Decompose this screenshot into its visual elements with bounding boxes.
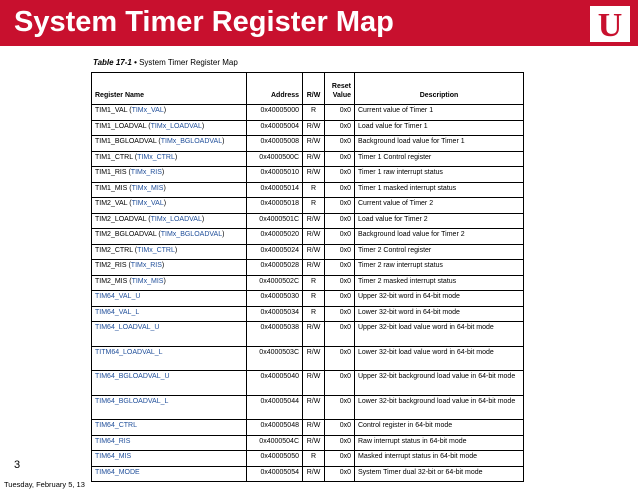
university-logo-icon <box>590 6 630 42</box>
register-name: TIM2_LOADVAL <box>95 215 147 223</box>
cell-rw: R/W <box>303 395 325 420</box>
table-caption-prefix: Table 17-1 • <box>93 58 137 67</box>
cell-reset-value: 0x0 <box>325 435 355 451</box>
cell-address: 0x40005048 <box>247 420 303 436</box>
cell-rw: R/W <box>303 213 325 229</box>
cell-rw: R/W <box>303 260 325 276</box>
table-row <box>92 167 524 183</box>
cell-description: Raw interrupt status in 64-bit mode <box>355 435 524 451</box>
cell-rw: R <box>303 198 325 214</box>
register-alias: TIMx_VAL <box>131 107 164 114</box>
table-row <box>92 136 524 152</box>
table-row <box>92 451 524 467</box>
cell-register-name: TIM2_VAL (TIMx_VAL) <box>92 198 247 214</box>
cell-address: 0x40005050 <box>247 451 303 467</box>
cell-address: 0x40005054 <box>247 466 303 482</box>
cell-address: 0x4000501C <box>247 213 303 229</box>
table-header-row <box>92 73 524 105</box>
register-name: TIM1_MIS <box>95 184 128 192</box>
table-row <box>92 346 524 371</box>
cell-register-name: TIM2_MIS (TIMx_MIS) <box>92 275 247 291</box>
cell-address: 0x40005038 <box>247 322 303 347</box>
cell-rw: R/W <box>303 167 325 183</box>
cell-register-name <box>92 306 247 322</box>
header-reset-value <box>325 73 355 105</box>
cell-rw: R/W <box>303 244 325 260</box>
table-row <box>92 395 524 420</box>
register-map-table <box>91 72 524 482</box>
register-alias: TIM64_RIS <box>95 437 131 445</box>
cell-rw: R <box>303 105 325 121</box>
register-alias: TIM64_BGLOADVAL_L <box>95 397 169 405</box>
table-caption <box>93 58 238 67</box>
cell-reset-value: 0x0 <box>325 260 355 276</box>
header-reset-line1: Reset <box>331 83 351 90</box>
register-alias: TIM64_MIS <box>95 453 132 460</box>
register-name: TIM2_MIS <box>95 277 128 285</box>
cell-description: Timer 2 masked interrupt status <box>355 275 524 291</box>
cell-rw: R/W <box>303 120 325 136</box>
table-row <box>92 213 524 229</box>
cell-address: 0x40005030 <box>247 291 303 307</box>
cell-address: 0x40005034 <box>247 306 303 322</box>
cell-rw: R/W <box>303 322 325 347</box>
slide-date: Tuesday, February 5, 13 <box>4 480 85 489</box>
register-name: TIM2_RIS <box>95 262 127 269</box>
register-name: TIM1_BGLOADVAL <box>95 138 157 145</box>
register-alias: TIM64_BGLOADVAL_U <box>95 373 170 380</box>
cell-description: Timer 1 masked interrupt status <box>355 182 524 198</box>
cell-address: 0x4000503C <box>247 346 303 371</box>
cell-rw: R <box>303 306 325 322</box>
cell-address: 0x40005010 <box>247 167 303 183</box>
cell-address: 0x40005044 <box>247 395 303 420</box>
cell-description: Background load value for Timer 1 <box>355 136 524 152</box>
header-address: Address <box>247 73 303 105</box>
cell-register-name: TIM2_CTRL (TIMx_CTRL) <box>92 244 247 260</box>
cell-reset-value: 0x0 <box>325 371 355 396</box>
cell-register-name: TIM1_MIS (TIMx_MIS) <box>92 182 247 198</box>
register-alias: TIMx_BGLOADVAL <box>160 138 223 145</box>
cell-description: Load value for Timer 1 <box>355 120 524 136</box>
cell-description: Lower 32-bit word in 64-bit mode <box>355 306 524 322</box>
svg-text:U: U <box>597 7 623 42</box>
cell-description: Timer 2 Control register <box>355 244 524 260</box>
register-alias: TITM64_LOADVAL_L <box>95 348 163 356</box>
cell-register-name <box>92 395 247 420</box>
cell-reset-value: 0x0 <box>325 182 355 198</box>
cell-address: 0x40005018 <box>247 198 303 214</box>
slide-title: System Timer Register Map <box>14 6 394 38</box>
cell-reset-value: 0x0 <box>325 229 355 245</box>
table-row <box>92 435 524 451</box>
register-alias: TIM64_CTRL <box>95 422 138 429</box>
cell-register-name <box>92 322 247 347</box>
table-row <box>92 466 524 482</box>
cell-address: 0x4000500C <box>247 151 303 167</box>
table-row <box>92 275 524 291</box>
cell-register-name: TIM2_LOADVAL (TIMx_LOADVAL) <box>92 213 247 229</box>
table-row <box>92 420 524 436</box>
cell-reset-value: 0x0 <box>325 291 355 307</box>
cell-reset-value: 0x0 <box>325 395 355 420</box>
table-row <box>92 198 524 214</box>
register-alias: TIMx_BGLOADVAL <box>160 231 223 238</box>
cell-register-name: TIM1_RIS (TIMx_RIS) <box>92 167 247 183</box>
register-alias: TIMx_LOADVAL <box>150 122 202 130</box>
cell-address: 0x40005024 <box>247 244 303 260</box>
table-row <box>92 105 524 121</box>
cell-address: 0x4000502C <box>247 275 303 291</box>
header-reset-line2: Value <box>332 92 351 99</box>
cell-register-name: TIM1_LOADVAL (TIMx_LOADVAL) <box>92 120 247 136</box>
header-description: Description <box>355 73 524 105</box>
register-name: TIM2_VAL <box>95 200 128 207</box>
cell-reset-value: 0x0 <box>325 136 355 152</box>
cell-description: Upper 32-bit word in 64-bit mode <box>355 291 524 307</box>
cell-reset-value: 0x0 <box>325 322 355 347</box>
cell-address: 0x40005040 <box>247 371 303 396</box>
cell-description: Masked interrupt status in 64-bit mode <box>355 451 524 467</box>
cell-register-name: TIM2_RIS (TIMx_RIS) <box>92 260 247 276</box>
cell-reset-value: 0x0 <box>325 167 355 183</box>
table-row <box>92 182 524 198</box>
cell-register-name: TIM1_CTRL (TIMx_CTRL) <box>92 151 247 167</box>
register-alias: TIMx_RIS <box>130 262 162 269</box>
register-alias: TIMx_MIS <box>131 184 164 192</box>
cell-register-name: TIM2_BGLOADVAL (TIMx_BGLOADVAL) <box>92 229 247 245</box>
table-row <box>92 229 524 245</box>
cell-rw: R/W <box>303 435 325 451</box>
cell-reset-value: 0x0 <box>325 198 355 214</box>
cell-register-name <box>92 346 247 371</box>
table-row <box>92 260 524 276</box>
register-name: TIM2_CTRL <box>95 246 133 254</box>
cell-register-name <box>92 291 247 307</box>
cell-address: 0x40005008 <box>247 136 303 152</box>
cell-reset-value: 0x0 <box>325 466 355 482</box>
table-caption-text: System Timer Register Map <box>136 58 238 67</box>
cell-rw: R/W <box>303 371 325 396</box>
table-row <box>92 244 524 260</box>
table-body <box>92 105 524 482</box>
cell-reset-value: 0x0 <box>325 275 355 291</box>
cell-rw: R <box>303 291 325 307</box>
register-alias: TIM64_LOADVAL_U <box>95 324 160 331</box>
cell-rw: R/W <box>303 136 325 152</box>
cell-register-name <box>92 420 247 436</box>
register-alias: TIMx_RIS <box>130 169 162 176</box>
register-alias: TIM64_VAL_U <box>95 293 141 300</box>
register-name: TIM1_CTRL <box>95 153 133 161</box>
cell-reset-value: 0x0 <box>325 105 355 121</box>
cell-description: Timer 1 Control register <box>355 151 524 167</box>
register-alias: TIMx_CTRL <box>137 153 175 161</box>
cell-address: 0x40005000 <box>247 105 303 121</box>
cell-description: Current value of Timer 1 <box>355 105 524 121</box>
cell-register-name: TIM1_BGLOADVAL (TIMx_BGLOADVAL) <box>92 136 247 152</box>
cell-rw: R/W <box>303 466 325 482</box>
cell-address: 0x4000504C <box>247 435 303 451</box>
table-row <box>92 322 524 347</box>
cell-description: System Timer dual 32-bit or 64-bit mode <box>355 466 524 482</box>
cell-address: 0x40005028 <box>247 260 303 276</box>
cell-rw: R/W <box>303 151 325 167</box>
page-number: 3 <box>14 459 21 471</box>
cell-reset-value: 0x0 <box>325 346 355 371</box>
cell-description: Timer 1 raw interrupt status <box>355 167 524 183</box>
cell-rw: R/W <box>303 420 325 436</box>
cell-description: Load value for Timer 2 <box>355 213 524 229</box>
title-banner <box>0 0 638 46</box>
register-name: TIM1_LOADVAL <box>95 122 147 130</box>
cell-rw: R/W <box>303 229 325 245</box>
cell-reset-value: 0x0 <box>325 306 355 322</box>
cell-register-name <box>92 466 247 482</box>
cell-register-name <box>92 451 247 467</box>
cell-description: Lower 32-bit background load value in 64-bit mode <box>355 395 524 420</box>
table-row <box>92 371 524 396</box>
cell-reset-value: 0x0 <box>325 451 355 467</box>
cell-register-name <box>92 435 247 451</box>
register-name: TIM2_BGLOADVAL <box>95 231 157 238</box>
cell-rw: R <box>303 451 325 467</box>
register-alias: TIM64_MODE <box>95 468 140 476</box>
table-row <box>92 151 524 167</box>
cell-rw: R <box>303 275 325 291</box>
register-alias: TIMx_MIS <box>131 277 164 285</box>
cell-reset-value: 0x0 <box>325 151 355 167</box>
register-name: TIM1_VAL <box>95 107 128 114</box>
cell-reset-value: 0x0 <box>325 420 355 436</box>
cell-register-name <box>92 371 247 396</box>
cell-rw: R/W <box>303 346 325 371</box>
cell-description: Current value of Timer 2 <box>355 198 524 214</box>
register-name: TIM1_RIS <box>95 169 127 176</box>
header-register-name: Register Name <box>92 73 247 105</box>
table-row <box>92 120 524 136</box>
cell-description: Timer 2 raw interrupt status <box>355 260 524 276</box>
cell-register-name: TIM1_VAL (TIMx_VAL) <box>92 105 247 121</box>
cell-description: Lower 32-bit load value word in 64-bit mode <box>355 346 524 371</box>
cell-address: 0x40005014 <box>247 182 303 198</box>
cell-address: 0x40005004 <box>247 120 303 136</box>
cell-reset-value: 0x0 <box>325 213 355 229</box>
table-row <box>92 306 524 322</box>
cell-reset-value: 0x0 <box>325 120 355 136</box>
register-alias: TIMx_CTRL <box>137 246 175 254</box>
register-alias: TIMx_LOADVAL <box>150 215 202 223</box>
cell-description: Upper 32-bit background load value in 64-bit mode <box>355 371 524 396</box>
register-alias: TIM64_VAL_L <box>95 308 140 316</box>
cell-reset-value: 0x0 <box>325 244 355 260</box>
header-rw: R/W <box>303 73 325 105</box>
cell-description: Control register in 64-bit mode <box>355 420 524 436</box>
register-alias: TIMx_VAL <box>131 200 164 207</box>
cell-address: 0x40005020 <box>247 229 303 245</box>
table-row <box>92 291 524 307</box>
cell-rw: R <box>303 182 325 198</box>
cell-description: Upper 32-bit load value word in 64-bit mode <box>355 322 524 347</box>
cell-description: Background load value for Timer 2 <box>355 229 524 245</box>
